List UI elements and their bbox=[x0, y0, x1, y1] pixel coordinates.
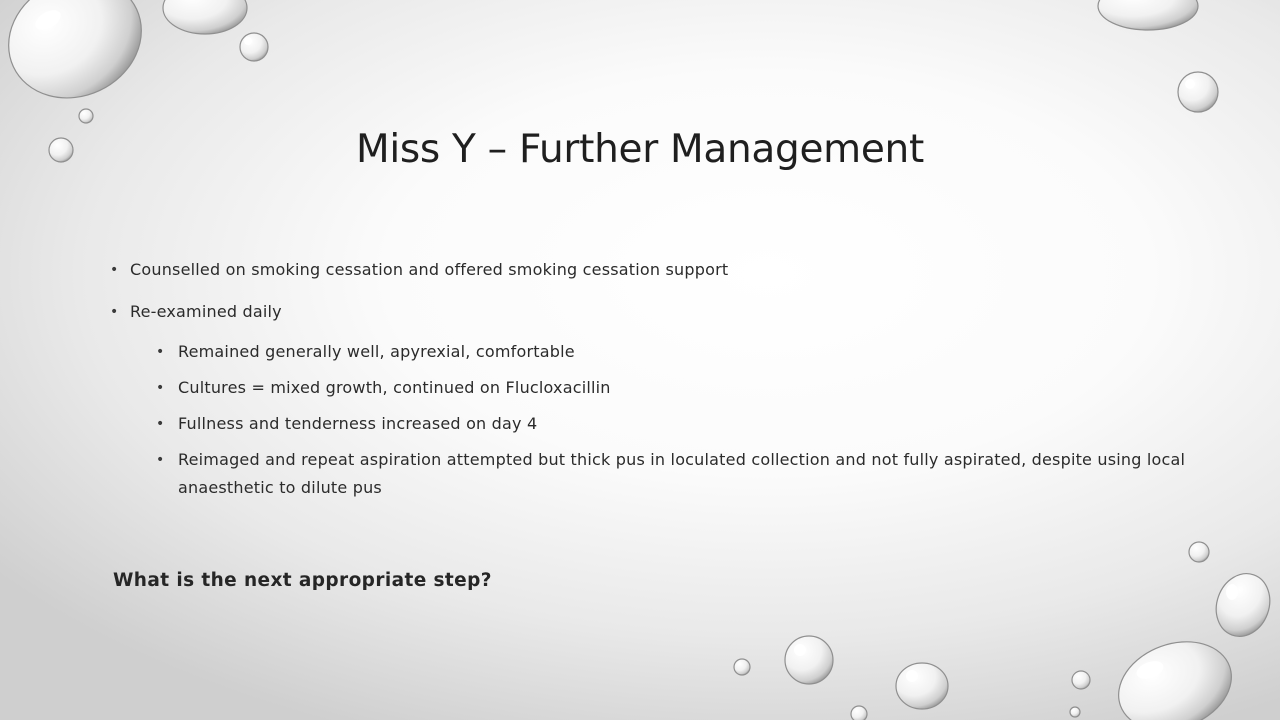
bullet-text: Remained generally well, apyrexial, comfortable bbox=[178, 342, 575, 361]
bullet-icon: • bbox=[110, 304, 119, 320]
bullet-icon: • bbox=[156, 416, 165, 432]
list-item bbox=[110, 300, 1190, 324]
sub-list-item bbox=[110, 338, 1190, 366]
bullet-list bbox=[110, 258, 1190, 502]
bullet-text: Re-examined daily bbox=[130, 302, 282, 321]
bullet-icon: • bbox=[156, 452, 165, 468]
slide-title: Miss Y – Further Management bbox=[356, 127, 924, 172]
bullet-icon: • bbox=[110, 262, 119, 278]
bullet-icon: • bbox=[156, 380, 165, 396]
question-text: What is the next appropriate step? bbox=[113, 570, 492, 591]
sub-list-item bbox=[110, 446, 1190, 502]
bullet-text: Counselled on smoking cessation and offered smoking cessation support bbox=[130, 260, 729, 279]
bullet-icon: • bbox=[156, 344, 165, 360]
sub-list-item bbox=[110, 410, 1190, 438]
bullet-text: Fullness and tenderness increased on day 4 bbox=[178, 414, 538, 433]
sub-list-item bbox=[110, 374, 1190, 402]
bullet-text: Reimaged and repeat aspiration attempted but thick pus in loculated collection and not fully aspirated, despite using local anaesthetic to dilute pus bbox=[178, 450, 1186, 497]
list-item bbox=[110, 258, 1190, 282]
bullet-text: Cultures = mixed growth, continued on Flucloxacillin bbox=[178, 378, 611, 397]
